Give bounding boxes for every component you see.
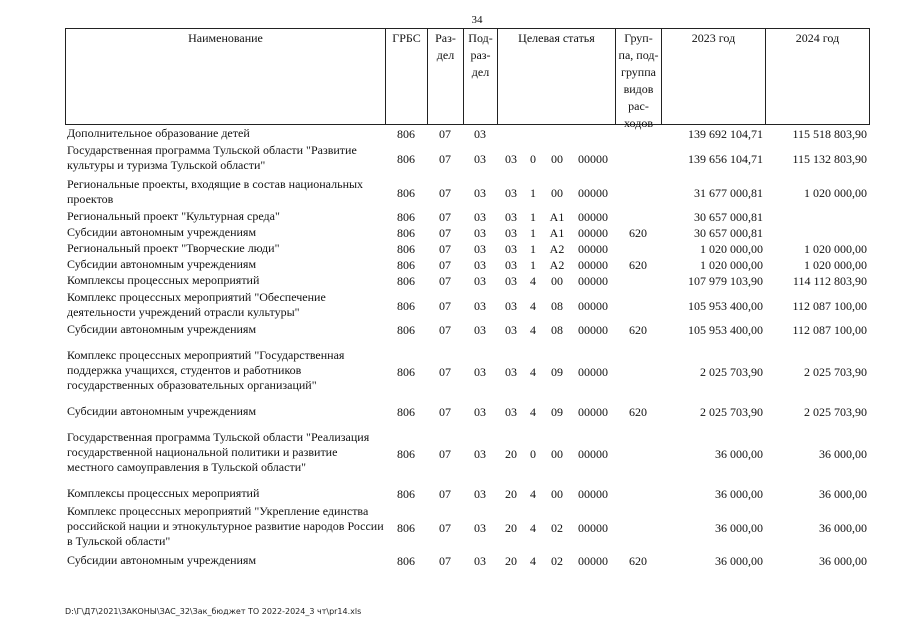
row-grbs: 806: [397, 225, 415, 240]
row-grbs: 806: [397, 364, 415, 379]
row-c1: 20: [505, 553, 517, 568]
row-grbs: 806: [397, 520, 415, 535]
row-pr: 03: [474, 225, 486, 240]
row-rz: 07: [439, 553, 451, 568]
header-razdel: [428, 29, 464, 124]
row-rz: 07: [439, 322, 451, 337]
row-y2023: 2 025 703,90: [700, 364, 763, 379]
row-pr: 03: [474, 322, 486, 337]
row-y2024: 114 112 803,90: [792, 273, 867, 288]
row-c4: 00000: [578, 446, 608, 461]
row-c3: 02: [551, 520, 563, 535]
row-grbs: 806: [397, 446, 415, 461]
row-rz: 07: [439, 225, 451, 240]
row-c2: 4: [530, 273, 536, 288]
row-c1: 03: [505, 209, 517, 224]
row-y2023: 36 000,00: [715, 446, 763, 461]
row-c4: 00000: [578, 273, 608, 288]
header-name-text: Наименование: [188, 31, 263, 45]
row-grbs: 806: [397, 486, 415, 501]
row-c1: 03: [505, 241, 517, 256]
row-rz: 07: [439, 404, 451, 419]
header-2023-text: 2023 год: [691, 31, 736, 45]
row-c4: 00000: [578, 486, 608, 501]
row-y2024: 36 000,00: [819, 486, 867, 501]
row-y2023: 1 020 000,00: [700, 257, 763, 272]
row-c3: 09: [551, 364, 563, 379]
row-name: Региональный проект "Творческие люди": [67, 241, 280, 255]
row-c3: A1: [549, 209, 565, 224]
row-name: Комплексы процессных мероприятий: [67, 273, 260, 287]
table-row: [65, 404, 870, 420]
file-path-footer: D:\Г\Д7\2021\ЗАКОНЫ\ЗАС_32\Зак_бюджет ТО 2022-2024_3 чт\pr14.xls: [65, 607, 362, 616]
row-rz: 07: [439, 364, 451, 379]
row-y2023: 105 953 400,00: [688, 298, 763, 313]
row-c1: 03: [505, 257, 517, 272]
row-pr: 03: [474, 520, 486, 535]
row-name: Комплекс процессных мероприятий "Обеспечение деятельности учреждений отрасли культуры": [67, 290, 326, 319]
table-row: [65, 553, 870, 569]
row-name: Государственная программа Тульской области "Реализация государственной национальной политики и развитие местного самоуправления в Тульской области": [67, 430, 370, 474]
row-pr: 03: [474, 298, 486, 313]
row-c4: 00000: [578, 364, 608, 379]
row-c3: A2: [549, 241, 565, 256]
table-row: [65, 322, 870, 338]
row-rz: 07: [439, 185, 451, 200]
row-c4: 00000: [578, 322, 608, 337]
row-name: Государственная программа Тульской области "Развитие культуры и туризма Тульской области": [67, 143, 357, 172]
row-pr: 03: [474, 185, 486, 200]
row-name: Региональные проекты, входящие в состав национальных проектов: [67, 177, 364, 206]
row-c3: 00: [551, 446, 563, 461]
row-c1: 20: [505, 486, 517, 501]
row-y2024: 115 132 803,90: [792, 151, 867, 166]
row-y2024: 1 020 000,00: [804, 257, 867, 272]
row-c2: 0: [530, 446, 536, 461]
header-podrazdel-line: Под-: [468, 31, 493, 45]
row-name: Субсидии автономным учреждениям: [67, 225, 257, 239]
row-name: Комплекс процессных мероприятий "Государственная поддержка учащихся, студентов и работников государственных образовательных организаций": [67, 348, 345, 392]
header-2024: [766, 29, 869, 124]
row-y2023: 139 656 104,71: [688, 151, 763, 166]
row-c4: 00000: [578, 209, 608, 224]
row-name: Региональный проект "Культурная среда": [67, 209, 280, 223]
table-row: [65, 177, 870, 209]
row-vr: 620: [629, 225, 647, 240]
row-c4: 00000: [578, 404, 608, 419]
row-rz: 07: [439, 151, 451, 166]
row-pr: 03: [474, 241, 486, 256]
row-c1: 03: [505, 298, 517, 313]
table-row: [65, 143, 870, 175]
row-grbs: 806: [397, 322, 415, 337]
row-y2024: 36 000,00: [819, 553, 867, 568]
page-number: 34: [471, 14, 483, 26]
row-c1: 03: [505, 151, 517, 166]
row-y2023: 1 020 000,00: [700, 241, 763, 256]
row-c2: 4: [530, 298, 536, 313]
row-y2023: 30 657 000,81: [694, 225, 763, 240]
row-y2024: 112 087 100,00: [792, 298, 867, 313]
row-c2: 1: [530, 257, 536, 272]
table-header: [65, 28, 870, 130]
row-pr: 03: [474, 486, 486, 501]
row-c3: A1: [549, 225, 565, 240]
row-grbs: 806: [397, 151, 415, 166]
row-grbs: 806: [397, 209, 415, 224]
row-c2: 4: [530, 486, 536, 501]
row-rz: 07: [439, 486, 451, 501]
table-row: [65, 126, 870, 142]
row-pr: 03: [474, 151, 486, 166]
header-group: [616, 29, 662, 130]
row-grbs: 806: [397, 553, 415, 568]
row-y2024: 2 025 703,90: [804, 404, 867, 419]
row-name: Субсидии автономным учреждениям: [67, 553, 257, 567]
row-y2023: 36 000,00: [715, 520, 763, 535]
table-row: [65, 504, 870, 552]
row-c2: 1: [530, 209, 536, 224]
row-rz: 07: [439, 273, 451, 288]
table-row: [65, 257, 870, 273]
row-y2024: 112 087 100,00: [792, 322, 867, 337]
row-rz: 07: [439, 241, 451, 256]
row-rz: 07: [439, 209, 451, 224]
row-name: Субсидии автономным учреждениям: [67, 257, 257, 271]
header-target-text: Целевая статья: [518, 31, 595, 45]
row-c3: 00: [551, 151, 563, 166]
row-vr: 620: [629, 322, 647, 337]
header-group-line: ходов: [624, 116, 653, 130]
row-c4: 00000: [578, 257, 608, 272]
row-vr: 620: [629, 257, 647, 272]
table-row: [65, 430, 870, 478]
row-pr: 03: [474, 553, 486, 568]
header-group-line: рас-: [628, 99, 649, 113]
row-y2023: 30 657 000,81: [694, 209, 763, 224]
row-grbs: 806: [397, 404, 415, 419]
row-c3: A2: [549, 257, 565, 272]
row-pr: 03: [474, 126, 486, 141]
row-c4: 00000: [578, 298, 608, 313]
row-y2023: 31 677 000,81: [694, 185, 763, 200]
row-grbs: 806: [397, 241, 415, 256]
table-row: [65, 241, 870, 257]
row-name: Дополнительное образование детей: [67, 126, 250, 140]
header-grbs: [386, 29, 428, 124]
row-c3: 08: [551, 298, 563, 313]
row-rz: 07: [439, 257, 451, 272]
table-row: [65, 225, 870, 241]
table-row: [65, 486, 870, 502]
row-c2: 4: [530, 553, 536, 568]
row-c2: 4: [530, 404, 536, 419]
row-name: Комплексы процессных мероприятий: [67, 486, 260, 500]
header-razdel-line: дел: [436, 48, 455, 62]
header-2024-text: 2024 год: [795, 31, 840, 45]
header-podrazdel-line: дел: [471, 65, 490, 79]
row-c3: 02: [551, 553, 563, 568]
row-vr: 620: [629, 553, 647, 568]
row-pr: 03: [474, 209, 486, 224]
row-c1: 03: [505, 273, 517, 288]
row-c4: 00000: [578, 553, 608, 568]
row-name: Субсидии автономным учреждениям: [67, 404, 257, 418]
header-name: [66, 29, 386, 124]
table-row: [65, 209, 870, 225]
row-y2024: 115 518 803,90: [792, 126, 867, 141]
row-y2024: 36 000,00: [819, 520, 867, 535]
row-pr: 03: [474, 446, 486, 461]
row-pr: 03: [474, 273, 486, 288]
row-c3: 09: [551, 404, 563, 419]
row-y2023: 105 953 400,00: [688, 322, 763, 337]
header-podrazdel: [464, 29, 498, 124]
row-c2: 0: [530, 151, 536, 166]
row-y2023: 36 000,00: [715, 486, 763, 501]
row-c2: 4: [530, 520, 536, 535]
row-rz: 07: [439, 298, 451, 313]
row-grbs: 806: [397, 257, 415, 272]
header-grbs-text: ГРБС: [392, 31, 421, 45]
row-c2: 1: [530, 185, 536, 200]
row-y2024: 1 020 000,00: [804, 185, 867, 200]
table-row: [65, 290, 870, 322]
header-2023: [662, 29, 766, 124]
row-c3: 00: [551, 273, 563, 288]
row-c1: 20: [505, 446, 517, 461]
row-rz: 07: [439, 520, 451, 535]
header-group-line: па, под-: [618, 48, 659, 62]
row-pr: 03: [474, 404, 486, 419]
row-y2023: 2 025 703,90: [700, 404, 763, 419]
row-c4: 00000: [578, 241, 608, 256]
row-pr: 03: [474, 257, 486, 272]
row-name: Комплекс процессных мероприятий "Укрепление единства российской нации и этнокультурное развитие народов России в Тульской области": [67, 504, 384, 548]
row-pr: 03: [474, 364, 486, 379]
header-group-line: Груп-: [624, 31, 653, 45]
row-c1: 03: [505, 185, 517, 200]
header-podrazdel-line: раз-: [470, 48, 491, 62]
row-grbs: 806: [397, 298, 415, 313]
row-c4: 00000: [578, 520, 608, 535]
row-grbs: 806: [397, 126, 415, 141]
table-row: [65, 273, 870, 289]
row-grbs: 806: [397, 273, 415, 288]
row-rz: 07: [439, 126, 451, 141]
row-c4: 00000: [578, 151, 608, 166]
row-c2: 4: [530, 364, 536, 379]
row-grbs: 806: [397, 185, 415, 200]
row-c2: 1: [530, 225, 536, 240]
header-razdel-line: Раз-: [435, 31, 456, 45]
row-c3: 00: [551, 185, 563, 200]
row-c3: 00: [551, 486, 563, 501]
row-c1: 03: [505, 322, 517, 337]
row-c1: 03: [505, 225, 517, 240]
row-c2: 1: [530, 241, 536, 256]
row-y2023: 107 979 103,90: [688, 273, 763, 288]
row-y2023: 36 000,00: [715, 553, 763, 568]
row-c2: 4: [530, 322, 536, 337]
header-group-line: группа: [621, 65, 656, 79]
row-y2024: 36 000,00: [819, 446, 867, 461]
table-row: [65, 348, 870, 396]
row-c3: 08: [551, 322, 563, 337]
row-c1: 20: [505, 520, 517, 535]
header-target: [498, 29, 616, 124]
row-rz: 07: [439, 446, 451, 461]
row-name: Субсидии автономным учреждениям: [67, 322, 257, 336]
row-y2024: 1 020 000,00: [804, 241, 867, 256]
row-y2024: 2 025 703,90: [804, 364, 867, 379]
row-c4: 00000: [578, 225, 608, 240]
row-c4: 00000: [578, 185, 608, 200]
row-c1: 03: [505, 404, 517, 419]
header-group-line: видов: [623, 82, 654, 96]
row-vr: 620: [629, 404, 647, 419]
row-y2023: 139 692 104,71: [688, 126, 763, 141]
row-c1: 03: [505, 364, 517, 379]
